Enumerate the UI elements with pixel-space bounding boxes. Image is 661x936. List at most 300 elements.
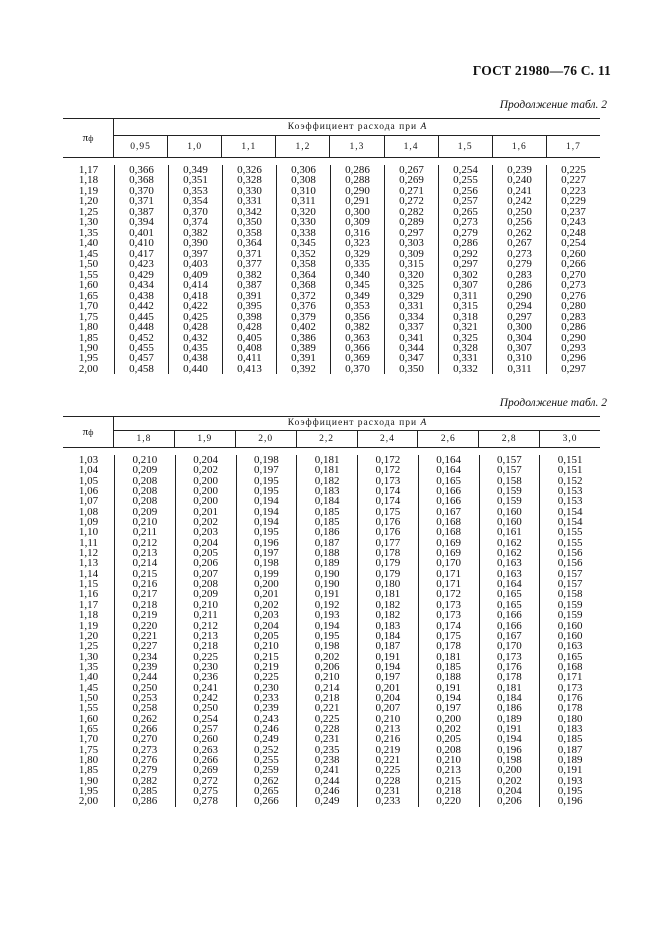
value-cell: 0,204 bbox=[254, 619, 279, 632]
value-cell: 0,306 bbox=[291, 164, 316, 176]
value-cell: 0,263 bbox=[193, 743, 218, 756]
pi-cell: 1,20 bbox=[78, 195, 99, 208]
value-cell: 0,176 bbox=[557, 691, 583, 704]
value-cell: 0,154 bbox=[557, 516, 583, 529]
value-cell: 0,189 bbox=[557, 753, 583, 766]
value-cell: 0,391 bbox=[237, 289, 262, 302]
value-cell: 0,262 bbox=[132, 712, 158, 725]
value-cell: 0,171 bbox=[436, 567, 461, 580]
value-cell: 0,353 bbox=[345, 300, 370, 313]
value-cell: 0,200 bbox=[436, 712, 461, 725]
pi-cell: 1,90 bbox=[78, 774, 99, 787]
value-cell: 0,285 bbox=[132, 785, 158, 797]
value-cell: 0,370 bbox=[129, 184, 154, 197]
value-cell: 0,280 bbox=[561, 300, 586, 313]
value-cell: 0,172 bbox=[436, 588, 461, 601]
value-cell: 0,174 bbox=[436, 619, 461, 632]
value-cell: 0,240 bbox=[507, 174, 532, 187]
value-cell: 0,311 bbox=[453, 289, 478, 302]
table1-coef-title bbox=[114, 119, 600, 136]
value-cell: 0,345 bbox=[291, 237, 316, 250]
value-cell: 0,428 bbox=[237, 321, 262, 334]
value-cell: 0,331 bbox=[237, 195, 262, 208]
value-cell: 0,382 bbox=[183, 226, 208, 239]
value-cell: 0,242 bbox=[193, 691, 218, 704]
value-cell: 0,172 bbox=[375, 454, 401, 466]
value-cell: 0,198 bbox=[497, 753, 522, 766]
value-cell: 0,266 bbox=[561, 258, 586, 271]
value-cell: 0,200 bbox=[254, 578, 279, 591]
value-cell: 0,309 bbox=[345, 216, 370, 229]
value-cell: 0,219 bbox=[375, 743, 401, 756]
value-cell: 0,254 bbox=[453, 164, 478, 176]
value-cell: 0,282 bbox=[132, 774, 158, 787]
value-cell: 0,257 bbox=[193, 722, 218, 735]
value-cell: 0,167 bbox=[497, 629, 522, 642]
value-cell: 0,211 bbox=[132, 526, 158, 539]
value-cell: 0,198 bbox=[314, 640, 340, 653]
value-cell: 0,175 bbox=[375, 505, 401, 518]
value-cell: 0,181 bbox=[375, 588, 401, 601]
value-cell: 0,209 bbox=[193, 588, 218, 601]
value-cell: 0,254 bbox=[561, 237, 586, 250]
value-cell: 0,182 bbox=[375, 598, 401, 611]
value-cell: 0,205 bbox=[193, 547, 218, 560]
pi-cell: 1,60 bbox=[78, 712, 99, 725]
value-cell: 0,379 bbox=[291, 310, 316, 323]
value-cell: 0,227 bbox=[561, 174, 586, 187]
value-cell: 0,156 bbox=[557, 547, 583, 560]
value-cell: 0,173 bbox=[557, 681, 583, 694]
value-cell: 0,382 bbox=[237, 268, 262, 281]
value-cell: 0,349 bbox=[183, 164, 208, 176]
pi-cell: 1,55 bbox=[78, 268, 99, 281]
pi-cell: 1,15 bbox=[78, 578, 99, 591]
value-cell: 0,225 bbox=[254, 671, 279, 684]
value-cell: 0,311 bbox=[291, 195, 316, 208]
value-cell: 0,197 bbox=[375, 671, 401, 684]
value-cell: 0,289 bbox=[399, 216, 424, 229]
value-cell: 0,210 bbox=[132, 516, 158, 529]
value-cell: 0,173 bbox=[436, 598, 461, 611]
value-cell: 0,438 bbox=[129, 289, 154, 302]
value-cell: 0,185 bbox=[436, 660, 461, 673]
value-cell: 0,315 bbox=[399, 258, 424, 271]
value-cell: 0,291 bbox=[345, 195, 370, 208]
value-cell: 0,168 bbox=[436, 516, 461, 529]
value-cell: 0,455 bbox=[129, 341, 154, 354]
value-cell: 0,435 bbox=[183, 341, 208, 354]
value-cell: 0,316 bbox=[345, 226, 370, 239]
value-cell: 0,160 bbox=[497, 505, 522, 518]
value-cell: 0,253 bbox=[132, 691, 158, 704]
value-cell: 0,250 bbox=[193, 702, 218, 715]
value-cell: 0,266 bbox=[132, 722, 158, 735]
value-column bbox=[539, 455, 600, 807]
value-column bbox=[357, 455, 418, 807]
pi-subscript: ф bbox=[88, 133, 94, 143]
pi-cell: 1,12 bbox=[78, 547, 99, 560]
pi-cell: 2,00 bbox=[78, 362, 99, 375]
value-cell: 0,302 bbox=[453, 268, 478, 281]
value-column bbox=[236, 455, 297, 807]
value-cell: 0,269 bbox=[193, 764, 218, 777]
value-cell: 0,231 bbox=[375, 785, 401, 797]
alpha-header: 2,8 bbox=[478, 431, 539, 447]
value-cell: 0,200 bbox=[193, 485, 218, 498]
value-cell: 0,413 bbox=[237, 362, 262, 375]
value-cell: 0,157 bbox=[497, 464, 522, 477]
value-cell: 0,354 bbox=[183, 195, 208, 208]
value-cell: 0,364 bbox=[291, 268, 316, 281]
value-cell: 0,321 bbox=[453, 321, 478, 334]
value-cell: 0,165 bbox=[557, 650, 583, 663]
value-cell: 0,194 bbox=[314, 619, 340, 632]
value-cell: 0,165 bbox=[497, 598, 522, 611]
value-column bbox=[384, 165, 438, 374]
value-cell: 0,207 bbox=[375, 702, 401, 715]
value-cell: 0,178 bbox=[557, 702, 583, 715]
value-cell: 0,231 bbox=[314, 733, 340, 746]
value-cell: 0,171 bbox=[557, 671, 583, 684]
value-cell: 0,282 bbox=[399, 205, 424, 218]
value-cell: 0,320 bbox=[399, 268, 424, 281]
value-cell: 0,155 bbox=[557, 526, 583, 539]
value-cell: 0,218 bbox=[436, 785, 461, 797]
value-cell: 0,165 bbox=[436, 474, 461, 487]
value-cell: 0,270 bbox=[561, 268, 586, 281]
table1-header bbox=[63, 118, 600, 158]
value-cell: 0,325 bbox=[453, 331, 478, 344]
value-cell: 0,233 bbox=[254, 691, 279, 704]
value-cell: 0,330 bbox=[291, 216, 316, 229]
value-cell: 0,202 bbox=[314, 650, 340, 663]
value-cell: 0,162 bbox=[497, 547, 522, 560]
value-cell: 0,191 bbox=[436, 681, 461, 694]
value-cell: 0,191 bbox=[497, 722, 522, 735]
value-cell: 0,159 bbox=[497, 485, 522, 498]
value-cell: 0,286 bbox=[132, 795, 158, 808]
value-cell: 0,382 bbox=[345, 321, 370, 334]
value-cell: 0,377 bbox=[237, 258, 262, 271]
value-cell: 0,408 bbox=[237, 341, 262, 354]
value-cell: 0,164 bbox=[436, 464, 461, 477]
value-cell: 0,209 bbox=[132, 505, 158, 518]
value-cell: 0,225 bbox=[314, 712, 340, 725]
pi-cell: 1,19 bbox=[78, 184, 99, 197]
value-cell: 0,178 bbox=[375, 547, 401, 560]
value-cell: 0,203 bbox=[254, 609, 279, 622]
value-cell: 0,168 bbox=[557, 660, 583, 673]
value-cell: 0,259 bbox=[254, 764, 279, 777]
value-cell: 0,166 bbox=[497, 619, 522, 632]
value-cell: 0,356 bbox=[345, 310, 370, 323]
value-cell: 0,290 bbox=[345, 184, 370, 197]
value-cell: 0,200 bbox=[193, 495, 218, 508]
value-cell: 0,182 bbox=[314, 474, 340, 487]
value-cell: 0,371 bbox=[237, 247, 262, 260]
value-cell: 0,170 bbox=[497, 640, 522, 653]
value-cell: 0,164 bbox=[436, 454, 461, 466]
value-cell: 0,174 bbox=[375, 485, 401, 498]
value-cell: 0,175 bbox=[436, 629, 461, 642]
value-cell: 0,403 bbox=[183, 258, 208, 271]
pi-cell: 1,35 bbox=[78, 660, 99, 673]
value-cell: 0,181 bbox=[314, 464, 340, 477]
table2-pi-header bbox=[63, 417, 114, 447]
value-cell: 0,417 bbox=[129, 247, 154, 260]
value-cell: 0,331 bbox=[399, 300, 424, 313]
value-cell: 0,353 bbox=[183, 184, 208, 197]
value-column bbox=[492, 165, 546, 374]
value-cell: 0,227 bbox=[132, 640, 158, 653]
value-cell: 0,195 bbox=[557, 785, 583, 797]
value-cell: 0,201 bbox=[375, 681, 401, 694]
value-cell: 0,440 bbox=[183, 362, 208, 375]
value-cell: 0,164 bbox=[497, 578, 522, 591]
alpha-header: 1,7 bbox=[546, 136, 600, 157]
value-cell: 0,328 bbox=[453, 341, 478, 354]
value-cell: 0,185 bbox=[557, 733, 583, 746]
pi-cell: 1,06 bbox=[78, 485, 99, 498]
value-cell: 0,203 bbox=[193, 526, 218, 539]
value-cell: 0,307 bbox=[507, 341, 532, 354]
value-cell: 0,410 bbox=[129, 237, 154, 250]
value-cell: 0,309 bbox=[399, 247, 424, 260]
value-cell: 0,225 bbox=[561, 164, 586, 176]
value-cell: 0,241 bbox=[507, 184, 532, 197]
value-cell: 0,201 bbox=[193, 505, 218, 518]
value-cell: 0,249 bbox=[314, 795, 340, 808]
value-cell: 0,326 bbox=[237, 164, 262, 176]
value-cell: 0,157 bbox=[557, 567, 583, 580]
value-cell: 0,286 bbox=[507, 279, 532, 292]
pi-cell: 1,40 bbox=[78, 671, 99, 684]
value-cell: 0,176 bbox=[497, 660, 522, 673]
value-cell: 0,425 bbox=[183, 310, 208, 323]
value-cell: 0,193 bbox=[557, 774, 583, 787]
value-cell: 0,241 bbox=[193, 681, 218, 694]
coef-title-var: A bbox=[420, 418, 427, 428]
value-cell: 0,374 bbox=[183, 216, 208, 229]
alpha-header: 3,0 bbox=[539, 431, 600, 447]
pi-symbol: π bbox=[82, 426, 89, 438]
pi-cell: 1,05 bbox=[78, 474, 99, 487]
value-cell: 0,269 bbox=[399, 174, 424, 187]
value-cell: 0,186 bbox=[314, 526, 340, 539]
value-cell: 0,414 bbox=[183, 279, 208, 292]
value-cell: 0,199 bbox=[254, 567, 279, 580]
value-cell: 0,174 bbox=[375, 495, 401, 508]
pi-cell: 1,50 bbox=[78, 691, 99, 704]
value-cell: 0,181 bbox=[314, 454, 340, 466]
value-cell: 0,153 bbox=[557, 485, 583, 498]
value-cell: 0,368 bbox=[291, 279, 316, 292]
value-cell: 0,172 bbox=[375, 464, 401, 477]
pi-cell: 1,75 bbox=[78, 310, 99, 323]
value-cell: 0,190 bbox=[314, 578, 340, 591]
value-cell: 0,278 bbox=[193, 795, 218, 808]
value-cell: 0,159 bbox=[557, 598, 583, 611]
pi-cell: 1,80 bbox=[78, 321, 99, 334]
value-cell: 0,160 bbox=[557, 619, 583, 632]
value-cell: 0,212 bbox=[193, 619, 218, 632]
value-cell: 0,390 bbox=[183, 237, 208, 250]
value-cell: 0,189 bbox=[314, 557, 340, 570]
pi-column bbox=[63, 455, 114, 807]
value-cell: 0,395 bbox=[237, 300, 262, 313]
value-cell: 0,188 bbox=[314, 547, 340, 560]
value-cell: 0,297 bbox=[399, 226, 424, 239]
alpha-header: 1,6 bbox=[492, 136, 546, 157]
value-cell: 0,194 bbox=[254, 505, 279, 518]
value-cell: 0,213 bbox=[436, 764, 461, 777]
value-cell: 0,358 bbox=[291, 258, 316, 271]
value-cell: 0,241 bbox=[314, 764, 340, 777]
value-cell: 0,215 bbox=[254, 650, 279, 663]
value-cell: 0,397 bbox=[183, 247, 208, 260]
value-cell: 0,206 bbox=[193, 557, 218, 570]
pi-subscript: ф bbox=[88, 427, 94, 437]
value-cell: 0,273 bbox=[132, 743, 158, 756]
value-cell: 0,300 bbox=[507, 321, 532, 334]
pi-cell: 1,25 bbox=[78, 205, 99, 218]
value-cell: 0,165 bbox=[497, 588, 522, 601]
value-cell: 0,178 bbox=[497, 671, 522, 684]
value-cell: 0,166 bbox=[436, 485, 461, 498]
value-cell: 0,392 bbox=[291, 362, 316, 375]
value-cell: 0,260 bbox=[561, 247, 586, 260]
pi-cell: 1,40 bbox=[78, 237, 99, 250]
table2-header bbox=[63, 416, 600, 448]
value-cell: 0,292 bbox=[453, 247, 478, 260]
value-column bbox=[438, 165, 492, 374]
value-column bbox=[175, 455, 236, 807]
value-cell: 0,194 bbox=[254, 516, 279, 529]
value-cell: 0,221 bbox=[314, 702, 340, 715]
value-cell: 0,206 bbox=[314, 660, 340, 673]
value-cell: 0,228 bbox=[314, 722, 340, 735]
pi-column bbox=[63, 165, 114, 374]
value-cell: 0,179 bbox=[375, 567, 401, 580]
value-cell: 0,243 bbox=[254, 712, 279, 725]
pi-cell: 1,19 bbox=[78, 619, 99, 632]
pi-cell: 1,30 bbox=[78, 216, 99, 229]
value-cell: 0,158 bbox=[497, 474, 522, 487]
pi-cell: 1,95 bbox=[78, 785, 99, 797]
table2 bbox=[63, 416, 600, 807]
value-cell: 0,283 bbox=[507, 268, 532, 281]
value-cell: 0,167 bbox=[436, 505, 461, 518]
table2-body bbox=[63, 455, 600, 807]
value-cell: 0,196 bbox=[557, 795, 583, 808]
value-cell: 0,158 bbox=[557, 588, 583, 601]
value-cell: 0,182 bbox=[375, 609, 401, 622]
value-cell: 0,271 bbox=[399, 184, 424, 197]
value-cell: 0,279 bbox=[507, 258, 532, 271]
value-cell: 0,169 bbox=[436, 536, 461, 549]
value-cell: 0,183 bbox=[557, 722, 583, 735]
value-cell: 0,332 bbox=[453, 362, 478, 375]
pi-cell: 1,25 bbox=[78, 640, 99, 653]
value-cell: 0,208 bbox=[436, 743, 461, 756]
value-cell: 0,195 bbox=[254, 485, 279, 498]
value-cell: 0,230 bbox=[254, 681, 279, 694]
value-cell: 0,297 bbox=[453, 258, 478, 271]
value-cell: 0,262 bbox=[507, 226, 532, 239]
value-cell: 0,202 bbox=[436, 722, 461, 735]
value-cell: 0,194 bbox=[254, 495, 279, 508]
value-cell: 0,315 bbox=[453, 300, 478, 313]
value-cell: 0,204 bbox=[375, 691, 401, 704]
value-cell: 0,276 bbox=[132, 753, 158, 766]
value-cell: 0,208 bbox=[193, 578, 218, 591]
value-cell: 0,265 bbox=[254, 785, 279, 797]
value-cell: 0,345 bbox=[345, 279, 370, 292]
value-cell: 0,267 bbox=[507, 237, 532, 250]
value-cell: 0,210 bbox=[314, 671, 340, 684]
value-cell: 0,228 bbox=[375, 774, 401, 787]
value-cell: 0,249 bbox=[254, 733, 279, 746]
value-cell: 0,391 bbox=[291, 352, 316, 365]
table2-alpha-row bbox=[114, 431, 600, 447]
table1-pi-header bbox=[63, 119, 114, 157]
value-cell: 0,350 bbox=[237, 216, 262, 229]
value-column bbox=[276, 165, 330, 374]
value-cell: 0,279 bbox=[453, 226, 478, 239]
value-cell: 0,239 bbox=[254, 702, 279, 715]
value-cell: 0,394 bbox=[129, 216, 154, 229]
page-header: ГОСТ 21980—76 С. 11 bbox=[472, 63, 611, 78]
pi-cell: 1,08 bbox=[78, 505, 99, 518]
value-cell: 0,219 bbox=[132, 609, 158, 622]
pi-cell: 1,18 bbox=[78, 609, 99, 622]
value-cell: 0,323 bbox=[345, 237, 370, 250]
value-cell: 0,180 bbox=[375, 578, 401, 591]
value-cell: 0,171 bbox=[436, 578, 461, 591]
value-cell: 0,207 bbox=[193, 567, 218, 580]
value-cell: 0,238 bbox=[314, 753, 340, 766]
value-cell: 0,185 bbox=[314, 516, 340, 529]
value-cell: 0,168 bbox=[436, 526, 461, 539]
value-cell: 0,372 bbox=[291, 289, 316, 302]
value-cell: 0,185 bbox=[314, 505, 340, 518]
value-cell: 0,267 bbox=[399, 164, 424, 176]
value-cell: 0,328 bbox=[237, 174, 262, 187]
value-cell: 0,179 bbox=[375, 557, 401, 570]
value-cell: 0,183 bbox=[375, 619, 401, 632]
value-cell: 0,187 bbox=[557, 743, 583, 756]
table1 bbox=[63, 118, 600, 374]
pi-cell: 1,85 bbox=[78, 331, 99, 344]
value-cell: 0,308 bbox=[291, 174, 316, 187]
value-cell: 0,153 bbox=[557, 495, 583, 508]
value-cell: 0,189 bbox=[497, 712, 522, 725]
value-cell: 0,371 bbox=[129, 195, 154, 208]
value-cell: 0,166 bbox=[497, 609, 522, 622]
value-cell: 0,398 bbox=[237, 310, 262, 323]
value-column bbox=[168, 165, 222, 374]
value-cell: 0,297 bbox=[507, 310, 532, 323]
value-cell: 0,244 bbox=[314, 774, 340, 787]
value-cell: 0,438 bbox=[183, 352, 208, 365]
pi-cell: 1,07 bbox=[78, 495, 99, 508]
value-cell: 0,210 bbox=[193, 598, 218, 611]
value-cell: 0,329 bbox=[399, 289, 424, 302]
value-cell: 0,266 bbox=[193, 753, 218, 766]
value-cell: 0,337 bbox=[399, 321, 424, 334]
value-cell: 0,252 bbox=[254, 743, 279, 756]
